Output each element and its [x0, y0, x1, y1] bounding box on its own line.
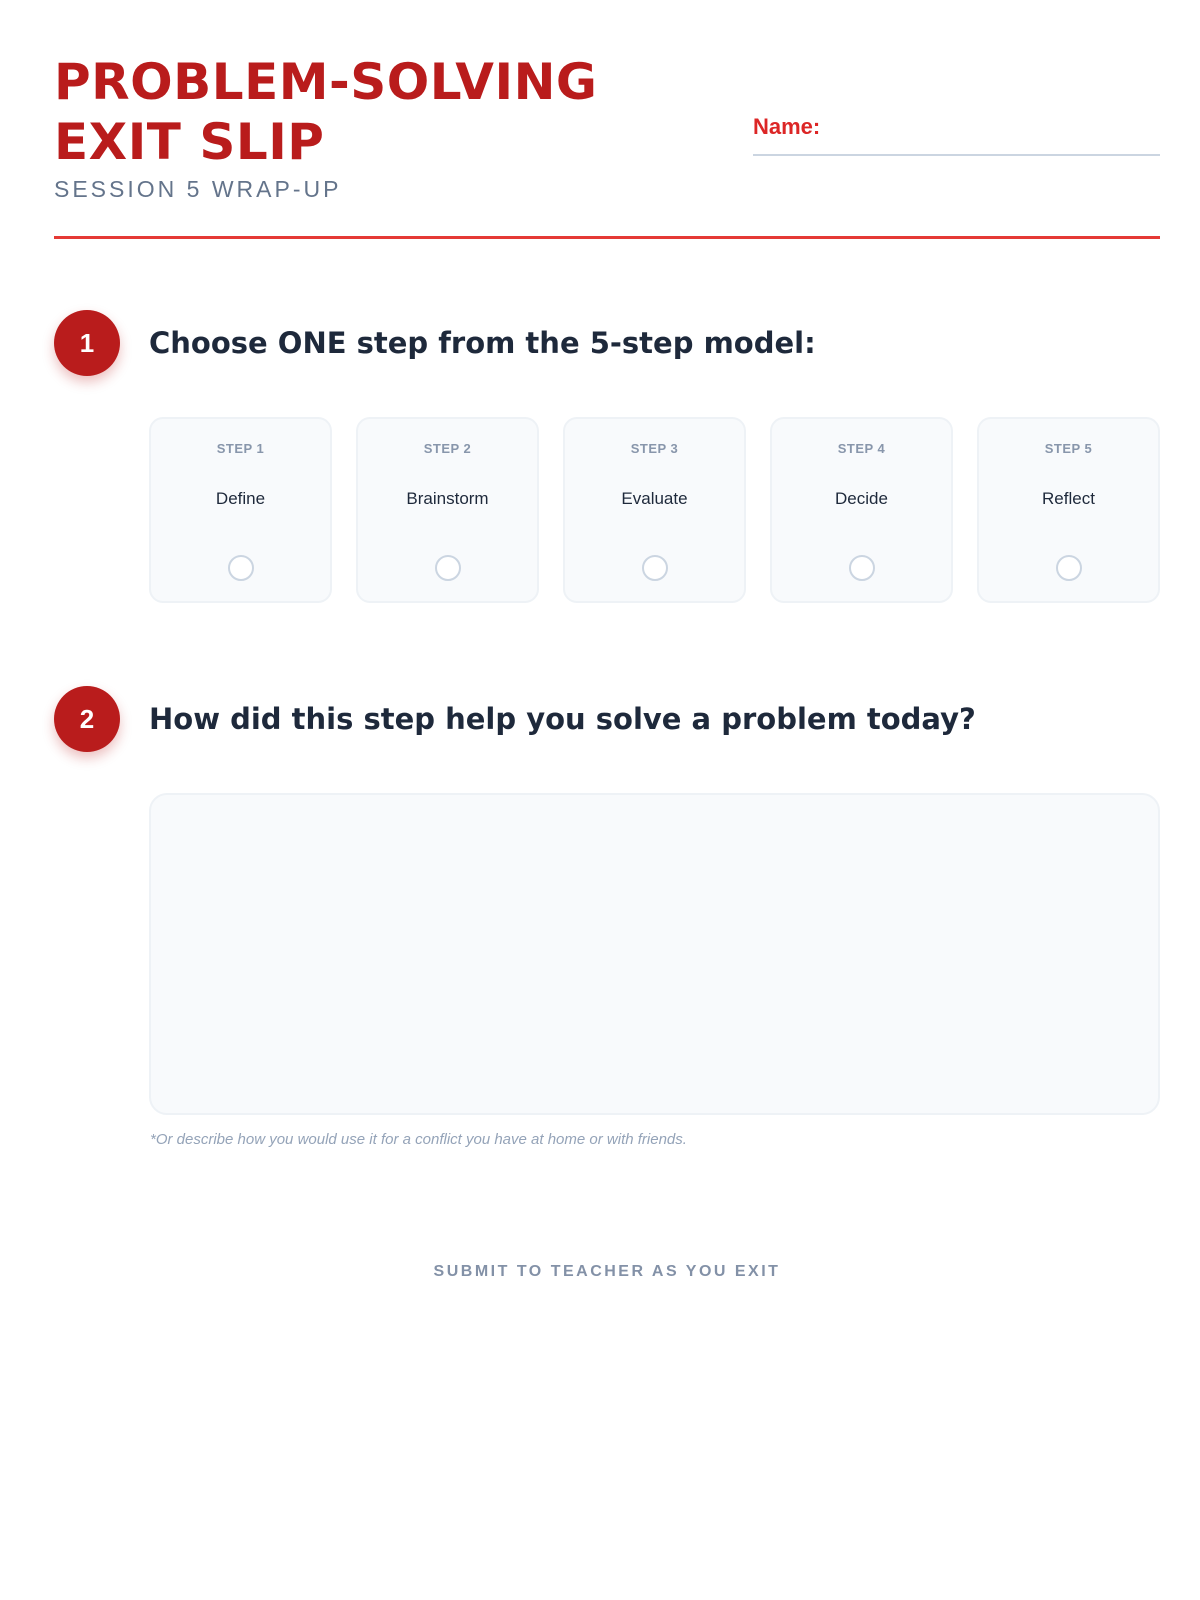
step-options [149, 417, 1160, 603]
radio-button[interactable] [849, 555, 875, 581]
step-name: Reflect [1042, 489, 1095, 508]
submit-instruction: SUBMIT TO TEACHER AS YOU EXIT [433, 1263, 781, 1280]
radio-button[interactable] [642, 555, 668, 581]
step-tag: STEP 5 [1044, 441, 1093, 456]
step-option-brainstorm[interactable] [356, 417, 539, 603]
name-field[interactable] [753, 110, 1160, 156]
step-name: Define [215, 489, 266, 508]
header [54, 52, 1160, 238]
question-1 [54, 310, 1160, 378]
radio-button[interactable] [1056, 555, 1082, 581]
step-option-evaluate[interactable] [563, 417, 746, 603]
name-label: Name: [753, 114, 821, 139]
page-title: PROBLEM-SOLVING EXIT SLIP [54, 53, 598, 171]
radio-button[interactable] [228, 555, 254, 581]
question-2 [54, 686, 1160, 754]
step-tag: STEP 2 [423, 441, 472, 456]
question-number-badge: 1 [54, 310, 120, 376]
header-divider [54, 236, 1160, 239]
exit-slip-page [54, 0, 1160, 1600]
page-subtitle: SESSION 5 WRAP-UP [54, 176, 342, 202]
radio-button[interactable] [435, 555, 461, 581]
step-option-decide[interactable] [770, 417, 953, 603]
question-text: Choose ONE step from the 5-step model: [149, 326, 816, 360]
step-option-reflect[interactable] [977, 417, 1160, 603]
question-text: How did this step help you solve a problem today? [149, 702, 976, 736]
question-number-badge: 2 [54, 686, 120, 752]
step-name: Evaluate [621, 489, 688, 508]
answer-hint: *Or describe how you would use it for a conflict you have at home or with friends. [150, 1131, 687, 1148]
answer-textarea[interactable] [149, 793, 1160, 1115]
step-name: Decide [835, 489, 888, 508]
step-tag: STEP 3 [630, 441, 679, 456]
step-tag: STEP 4 [837, 441, 886, 456]
step-name: Brainstorm [406, 489, 489, 508]
step-option-define[interactable] [149, 417, 332, 603]
step-tag: STEP 1 [216, 441, 265, 456]
